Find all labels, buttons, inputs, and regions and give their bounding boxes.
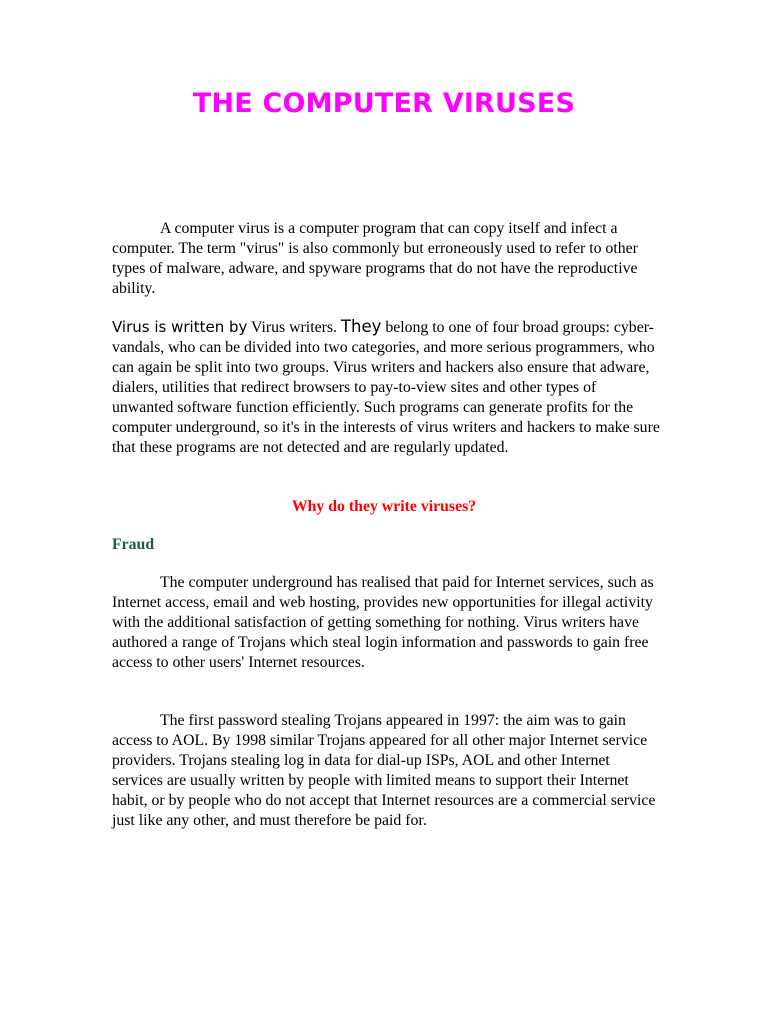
writers-paragraph: [112, 317, 660, 458]
fraud-paragraph-2: The first password stealing Trojans appeared in 1997: the aim was to gain access to AOL. By 1998 similar Trojans appeared for all other major Internet service providers. Trojans stealing log in data for dial-up ISPs, AOL and other Internet services are usually written by people with limited means to support their Internet habit, or by people who do not accept that Internet resources are a commercial service just like any other, and must therefore be paid for.: [112, 712, 656, 829]
writers-paragraph-run-2: Virus writers.: [247, 319, 341, 336]
writers-paragraph-run-1: Virus is written by: [112, 318, 248, 336]
fraud-paragraph-1: The computer underground has realised that paid for Internet services, such as Internet access, email and web hosting, provides new opportunities for illegal activity with the additional satisfaction of getting something for nothing. Virus writers have authored a range of Trojans which steal login information and passwords to gain free access to other users' Internet resources.: [112, 574, 654, 671]
sub-heading-fraud: Fraud: [112, 536, 155, 553]
writers-paragraph-run-4: belong to one of four broad groups: cyber-vandals, who can be divided into two categories, and more serious programmers, who can again be split into two groups. Virus writers and hackers also ensure that adware, dialers, utilities that redirect browsers to pay-to-view sites and other types of unwanted software function efficiently. Such programs can generate profits for the computer underground, so it's in the interests of virus writers and hackers to make sure that these programs are not detected and are regularly updated.: [112, 319, 660, 456]
writers-paragraph-run-3: They: [340, 317, 382, 336]
document-title: THE COMPUTER VIRUSES: [192, 88, 576, 119]
intro-paragraph: A computer virus is a computer program that can copy itself and infect a computer. The term "virus" is also commonly but erroneously used to refer to other types of malware, adware, and spyware programs that do not have the reproductive ability.: [112, 220, 638, 297]
section-heading: Why do they write viruses?: [291, 498, 477, 515]
